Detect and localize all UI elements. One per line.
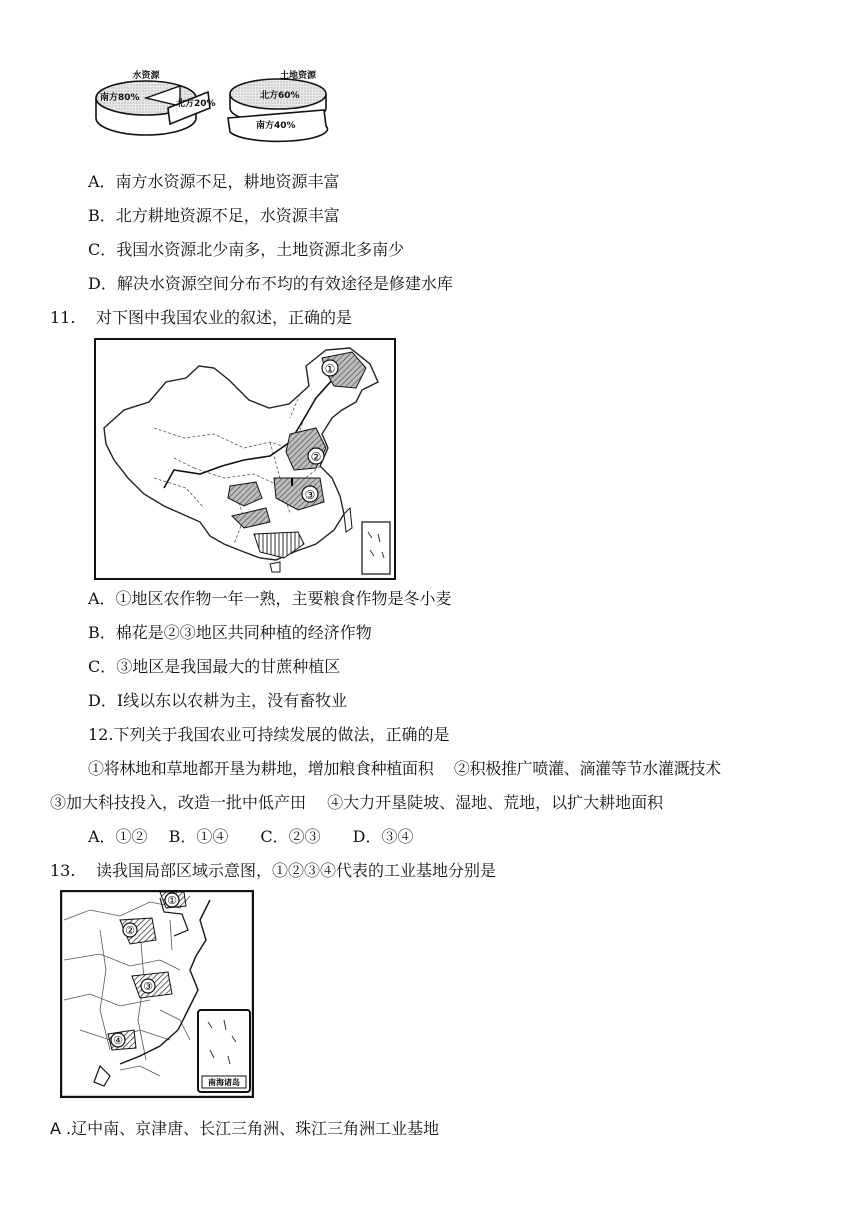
map11-marker-1: ① [324, 362, 336, 376]
water-pie-title: 水资源 [132, 71, 160, 81]
q10-option-d: D．解决水资源空间分布不均的有效途径是修建水库 [88, 274, 453, 293]
map13-marker-4: ④ [113, 1034, 123, 1047]
q12-options: A．①② B．①④ C．②③ D．③④ [88, 827, 414, 846]
land-pie-title: 土地资源 [279, 71, 317, 81]
china-agriculture-map [94, 338, 396, 580]
q12-statements-line1: ①将林地和草地都开垦为耕地，增加粮食种植面积 ②积极推广喷灌、滴灌等节水灌溉技术 [88, 759, 721, 778]
q12-stem: 12.下列关于我国农业可持续发展的做法，正确的是 [88, 725, 450, 744]
q11-stem: 对下图中我国农业的叙述，正确的是 [96, 308, 353, 327]
q13-option-a: A .辽中南、京津唐、长江三角洲、珠江三角洲工业基地 [50, 1119, 440, 1138]
q11-option-b: B．棉花是②③地区共同种植的经济作物 [88, 623, 372, 642]
q11-option-c: C．③地区是我国最大的甘蔗种植区 [88, 657, 341, 676]
q11-number: 11. [50, 308, 76, 327]
land-north-label: 北方60% [260, 91, 300, 101]
q10-option-c: C．我国水资源北少南多，土地资源北多南少 [88, 240, 405, 259]
q13-number: 13. [50, 861, 76, 880]
industrial-base-map [60, 890, 254, 1098]
map13-marker-2: ② [125, 924, 135, 937]
map11-marker-2: ② [310, 450, 322, 464]
land-pie [228, 79, 327, 141]
land-south-label: 南方40% [256, 121, 296, 131]
q13-stem: 读我国局部区域示意图，①②③④代表的工业基地分别是 [96, 861, 497, 880]
inset-label: 南海诸岛 [208, 1078, 240, 1087]
water-north-label: 北方20% [176, 99, 216, 109]
map13-marker-1: ① [167, 894, 177, 907]
resource-pie-figure [88, 66, 358, 150]
q10-option-a: A．南方水资源不足，耕地资源丰富 [88, 172, 340, 191]
map13-marker-3: ③ [143, 980, 153, 993]
q11-option-d: D．Ⅰ线以东以农耕为主，没有畜牧业 [88, 691, 348, 710]
q11-option-a: A．①地区农作物一年一熟，主要粮食作物是冬小麦 [88, 589, 452, 608]
south-sea-inset-13 [198, 1010, 250, 1092]
south-sea-inset [362, 522, 390, 574]
q10-option-b: B．北方耕地资源不足，水资源丰富 [88, 206, 340, 225]
water-south-label: 南方80% [100, 93, 140, 103]
map11-marker-3: ③ [304, 488, 316, 502]
map11-line-label: Ⅰ [290, 476, 295, 489]
q12-statements-line2: ③加大科技投入，改造一批中低产田 ④大力开垦陡坡、湿地、荒地，以扩大耕地面积 [50, 793, 664, 812]
